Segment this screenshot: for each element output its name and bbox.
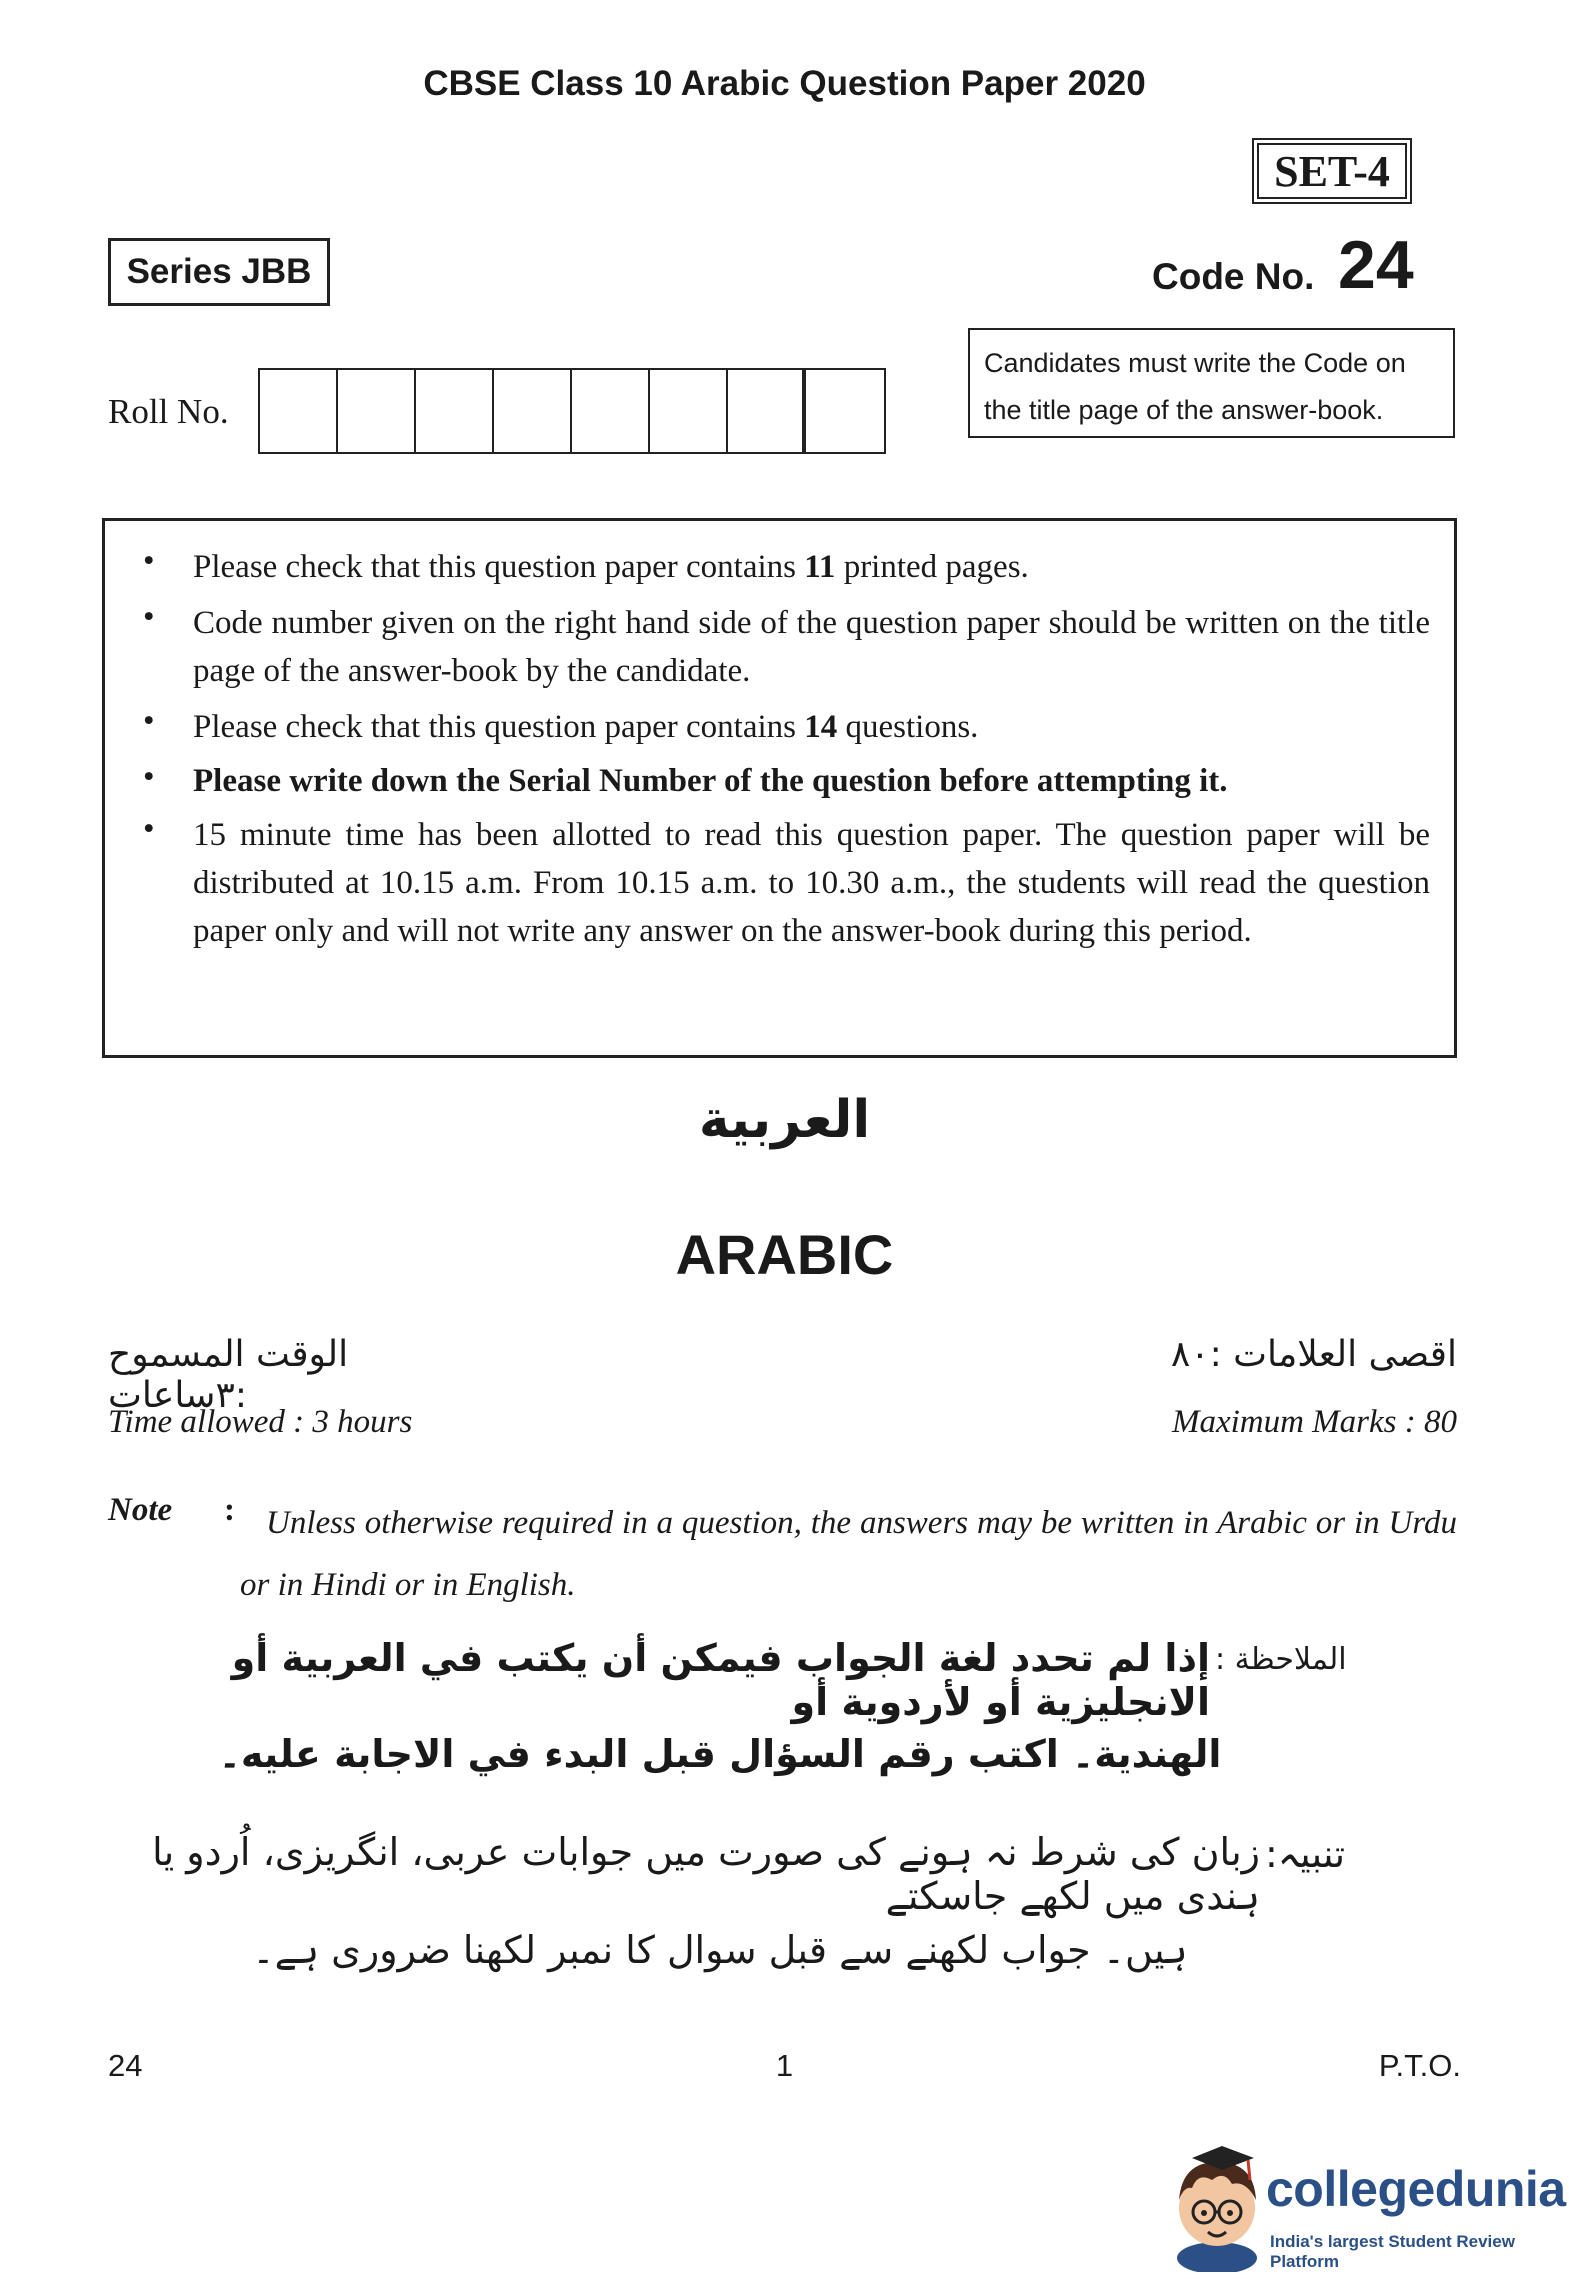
roll-cell bbox=[416, 370, 494, 452]
arabic-note-label: الملاحظة : bbox=[1215, 1642, 1347, 1677]
code-number: 24 bbox=[1338, 227, 1414, 303]
instruction-text: Please check that this question paper contains bbox=[193, 709, 805, 745]
instruction-item bbox=[129, 811, 1430, 955]
roll-cell bbox=[728, 370, 806, 452]
document-title: CBSE Class 10 Arabic Question Paper 2020 bbox=[423, 64, 1146, 103]
roll-cell bbox=[806, 370, 884, 452]
instruction-item bbox=[129, 703, 1430, 751]
logo-wordmark: collegedunia bbox=[1266, 2161, 1566, 2217]
logo-tagline: India's largest Student Review Platform bbox=[1270, 2232, 1515, 2271]
page-count: 11 bbox=[804, 549, 836, 585]
instruction-item bbox=[129, 599, 1430, 695]
bullet-icon: • bbox=[143, 599, 155, 635]
arabic-note-line2: الهندية۔ اكتب رقم السؤال قبل البدء في الاجابة عليه۔ bbox=[218, 1732, 1222, 1776]
bullet-icon: • bbox=[143, 811, 155, 847]
roll-cell bbox=[650, 370, 728, 452]
instruction-text: printed pages. bbox=[835, 549, 1029, 585]
candidate-note-line2: the title page of the answer-book. bbox=[984, 395, 1384, 425]
instruction-text: 15 minute time has been allotted to read this question paper. The question paper will be distributed at 10.15 a.m. From 10.15 a.m. to 10.30 a.m., the students will read the question paper only and will not write any answer on the answer-book during this period. bbox=[193, 817, 1430, 949]
code-label: Code No. bbox=[1152, 256, 1315, 297]
bullet-icon: • bbox=[143, 543, 155, 579]
instruction-item bbox=[129, 759, 1430, 803]
instruction-text: questions. bbox=[837, 709, 979, 745]
pto-label: P.T.O. bbox=[1378, 2048, 1461, 2083]
roll-cell bbox=[260, 370, 338, 452]
roll-number-grid bbox=[258, 368, 886, 454]
question-count: 14 bbox=[804, 709, 838, 745]
roll-cell bbox=[338, 370, 416, 452]
note-text: Unless otherwise required in a question, the answers may be written in Arabic or in Urdu or in Hindi or in English. bbox=[240, 1505, 1457, 1603]
roll-cell bbox=[572, 370, 650, 452]
subject-arabic: العربية bbox=[698, 1090, 871, 1150]
bullet-icon: • bbox=[143, 703, 155, 739]
instruction-text: Please write down the Serial Number of the question before attempting it. bbox=[193, 763, 1228, 799]
footer-code: 24 bbox=[108, 2048, 143, 2083]
arabic-note-line1: إذا لم تحدد لغة الجواب فيمكن أن يكتب في العربية أو الانجليزية أو لأردوية أو bbox=[231, 1636, 1210, 1724]
subject-english: ARABIC bbox=[675, 1223, 894, 1286]
page-number: 1 bbox=[775, 2048, 794, 2083]
note-colon: : bbox=[224, 1492, 235, 1528]
urdu-note-line2: ہیں۔ جواب لکھنے سے قبل سوال کا نمبر لکھنا ضروری ہے۔ bbox=[252, 1928, 1188, 1972]
urdu-note-label: تنبیہ: bbox=[1265, 1832, 1346, 1876]
roll-label: Roll No. bbox=[108, 392, 229, 431]
instructions-box bbox=[102, 518, 1457, 1058]
instruction-text: Code number given on the right hand side of the question paper should be written on the title page of the answer-book by the candidate. bbox=[193, 605, 1430, 689]
instruction-item bbox=[129, 543, 1430, 591]
time-allowed: Time allowed : 3 hours bbox=[108, 1404, 413, 1440]
set-label: SET-4 bbox=[1257, 143, 1407, 199]
candidate-note-line1: Candidates must write the Code on bbox=[984, 348, 1406, 378]
series-label: Series JBB bbox=[108, 238, 330, 306]
max-marks: Maximum Marks : 80 bbox=[1171, 1404, 1457, 1440]
time-allowed-arabic: الوقت المسموح :٣ساعات bbox=[108, 1334, 349, 1416]
roll-cell bbox=[494, 370, 572, 452]
student-mascot-icon bbox=[1162, 2140, 1272, 2272]
urdu-note-line1: زبان کی شرط نہ ہونے کی صورت میں جوابات عربی، انگریزی، اُردو یا ہندی میں لکھے جاسکتے bbox=[152, 1830, 1260, 1918]
candidate-note-box bbox=[968, 328, 1455, 438]
max-marks-arabic: اقصى العلامات :٨٠ bbox=[1170, 1334, 1457, 1375]
instruction-text: Please check that this question paper contains bbox=[193, 549, 805, 585]
note-label: Note bbox=[108, 1492, 173, 1528]
set-badge bbox=[1252, 138, 1412, 204]
bullet-icon: • bbox=[143, 759, 155, 795]
